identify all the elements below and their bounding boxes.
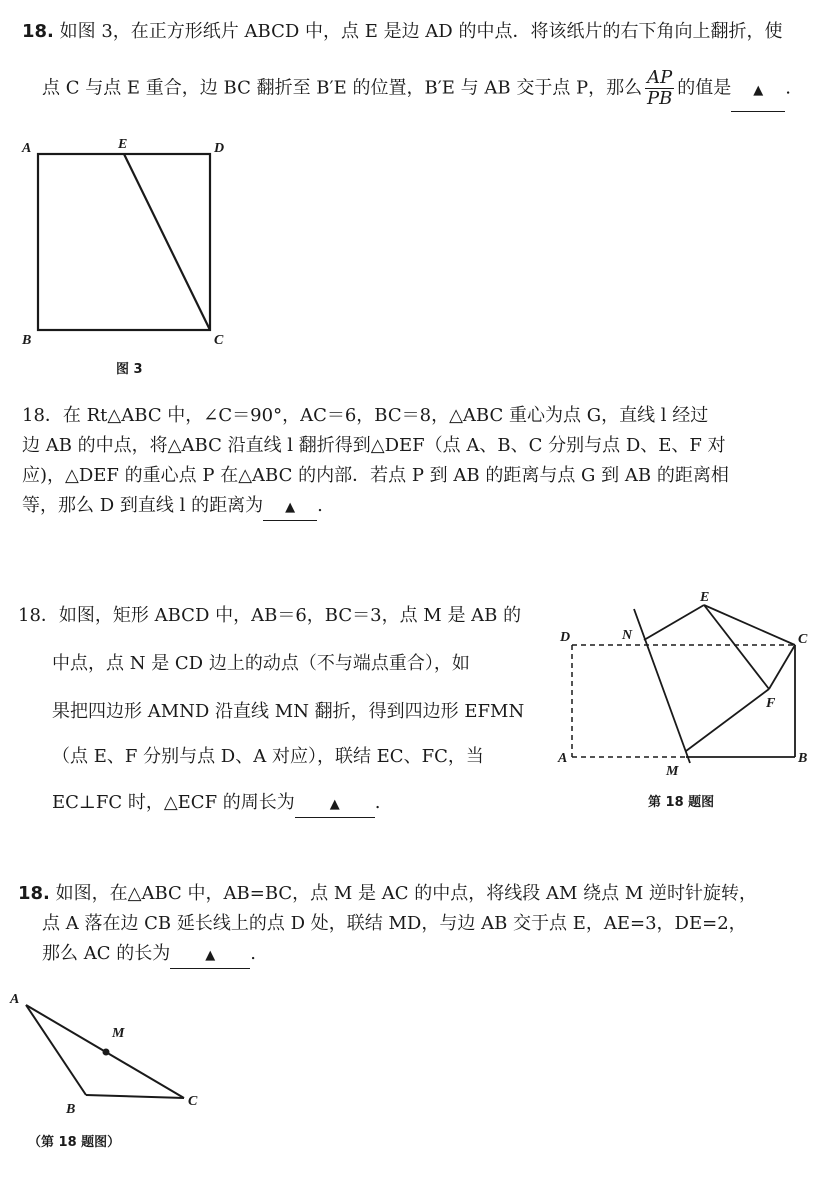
problem-2-line-4 bbox=[22, 494, 323, 521]
problem-2-end: . bbox=[317, 495, 323, 516]
label-d: D bbox=[214, 141, 225, 156]
label-c: C bbox=[188, 1094, 198, 1109]
figure-18-rectangle bbox=[552, 585, 822, 815]
edge-ne bbox=[644, 605, 704, 640]
edge-ef bbox=[704, 605, 769, 689]
problem-3-text-5: EC⊥FC 时，△ECF 的周长为 bbox=[52, 792, 295, 813]
label-n: N bbox=[622, 628, 633, 643]
label-a: A bbox=[558, 751, 568, 766]
answer-blank-2 bbox=[263, 494, 317, 521]
problem-1-line-1 bbox=[22, 20, 782, 44]
problem-4-line-1 bbox=[18, 882, 757, 906]
label-b: B bbox=[66, 1102, 76, 1117]
problem-3-line-3: 果把四边形 AMND 沿直线 MN 翻折，得到四边形 EFMN bbox=[52, 701, 525, 722]
problem-1-number: 18. bbox=[22, 21, 54, 42]
fold-line-ec bbox=[124, 154, 210, 330]
label-c: C bbox=[214, 333, 224, 348]
edge-fm bbox=[686, 689, 769, 751]
triangle-icon: ▲ bbox=[329, 797, 340, 812]
figure-18-caption: 第 18 题图 bbox=[648, 795, 715, 810]
edge-bc bbox=[86, 1095, 184, 1098]
triangle-icon: ▲ bbox=[205, 948, 216, 963]
figure-3 bbox=[14, 130, 244, 380]
label-m: M bbox=[666, 764, 679, 779]
edge-fc bbox=[769, 645, 795, 689]
problem-3-line-1: 18．如图，矩形 ABCD 中，AB＝6，BC＝3，点 M 是 AB 的 bbox=[18, 605, 522, 626]
problem-4-end: . bbox=[250, 943, 256, 964]
problem-3-line-4: （点 E、F 分别与点 D、A 对应），联结 EC、FC，当 bbox=[52, 746, 484, 767]
label-m: M bbox=[112, 1026, 125, 1041]
answer-blank-3 bbox=[295, 791, 375, 818]
problem-4-number: 18. bbox=[18, 883, 50, 904]
rectangle-diagram bbox=[552, 585, 822, 815]
fraction-ap-pb bbox=[645, 68, 674, 109]
problem-1-text-3: 的值是 bbox=[677, 77, 732, 99]
triangle-diagram bbox=[6, 985, 226, 1125]
answer-blank-4 bbox=[170, 942, 250, 969]
problem-3-line-5 bbox=[52, 791, 381, 818]
problem-1-line-2 bbox=[42, 68, 791, 112]
edge-ec bbox=[704, 605, 795, 645]
problem-4-line-3 bbox=[42, 942, 256, 969]
problem-3-line-2: 中点，点 N 是 CD 边上的动点（不与端点重合），如 bbox=[52, 653, 470, 674]
problem-2-line-1: 18．在 Rt△ABC 中，∠C＝90°，AC＝6，BC＝8，△ABC 重心为点 G，直线 l 经过 bbox=[22, 405, 709, 426]
figure-3-caption: 图 3 bbox=[116, 362, 143, 377]
problem-4-text-3: 那么 AC 的长为 bbox=[42, 943, 171, 964]
problem-1-end: . bbox=[785, 77, 792, 99]
square-abcd bbox=[38, 154, 210, 330]
label-b: B bbox=[22, 333, 32, 348]
edge-ab bbox=[26, 1005, 86, 1095]
fold-line-mn bbox=[634, 609, 690, 763]
fraction-denominator: PB bbox=[647, 88, 673, 109]
triangle-icon: ▲ bbox=[285, 500, 296, 515]
label-c: C bbox=[798, 632, 808, 647]
triangle-icon: ▲ bbox=[753, 82, 764, 98]
label-a: A bbox=[22, 141, 32, 156]
figure-18-triangle bbox=[6, 985, 226, 1160]
label-f: F bbox=[766, 696, 776, 711]
answer-blank-1 bbox=[731, 69, 785, 112]
problem-4-line-2: 点 A 落在边 CB 延长线上的点 D 处，联结 MD，与边 AB 交于点 E，AE=3，DE=2， bbox=[42, 913, 747, 934]
label-a: A bbox=[10, 992, 20, 1007]
point-m bbox=[103, 1049, 110, 1056]
square-diagram bbox=[14, 130, 244, 380]
problem-2-line-3: 应)，△DEF 的重心点 P 在△ABC 的内部．若点 P 到 AB 的距离与点 G 到 AB 的距离相 bbox=[22, 465, 729, 486]
problem-1-text-1: 如图 3，在正方形纸片 ABCD 中，点 E 是边 AD 的中点．将该纸片的右下角向上翻折，使 bbox=[59, 21, 783, 42]
label-e: E bbox=[118, 137, 128, 152]
label-d: D bbox=[560, 630, 571, 645]
problem-4-text-1: 如图，在△ABC 中，AB=BC，点 M 是 AC 的中点，将线段 AM 绕点 M 逆时针旋转， bbox=[55, 883, 757, 904]
label-e: E bbox=[700, 590, 710, 605]
problem-2-text-4: 等，那么 D 到直线 l 的距离为 bbox=[22, 495, 264, 516]
fraction-numerator: AP bbox=[647, 67, 673, 88]
problem-1-text-2: 点 C 与点 E 重合，边 BC 翻折至 B′E 的位置，B′E 与 AB 交于点 P，那么 bbox=[42, 77, 643, 99]
label-b: B bbox=[798, 751, 808, 766]
problem-2-line-2: 边 AB 的中点，将△ABC 沿直线 l 翻折得到△DEF（点 A、B、C 分别与点 D、E、F 对 bbox=[22, 435, 726, 456]
figure-18-triangle-caption: （第 18 题图） bbox=[28, 1135, 121, 1150]
problem-3-end: . bbox=[374, 792, 381, 813]
